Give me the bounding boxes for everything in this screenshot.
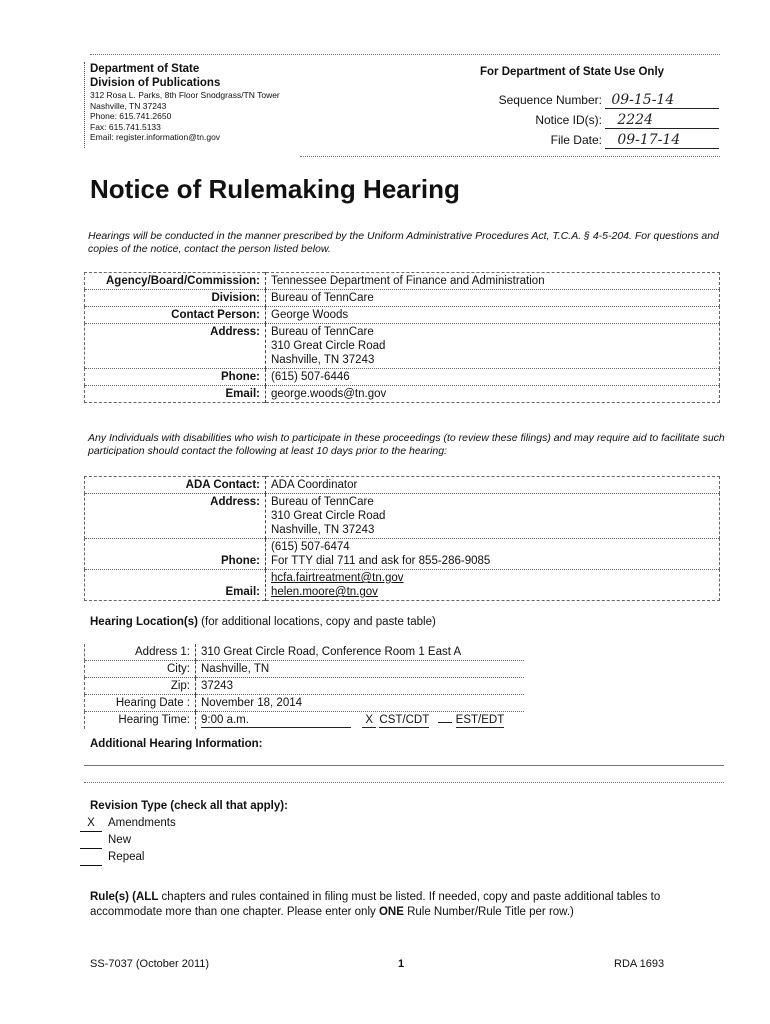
- dept-fax: Fax: 615.741.5133: [90, 121, 161, 132]
- city-value: Nashville, TN: [196, 661, 525, 678]
- revision-options: [80, 815, 176, 866]
- contact-address-value: [266, 324, 720, 369]
- rules-note-end: Rule Number/Rule Title per row.): [403, 906, 574, 918]
- notice-id-row: [490, 112, 719, 129]
- contact-phone-value: (615) 507-6446: [266, 369, 720, 386]
- zip-label: Zip:: [85, 678, 196, 695]
- rules-note-middle: chapters and rules contained in filing must be listed. If needed, copy and paste additional tables to accommodate more than one chapter. Please enter only: [90, 891, 661, 918]
- address1-label: Address 1:: [85, 644, 196, 661]
- timezone-cst-mark: X: [362, 713, 376, 728]
- timezone-est: [438, 714, 504, 726]
- revision-check-mark[interactable]: [80, 832, 102, 849]
- file-date-value: 09-17-14: [605, 132, 719, 149]
- footer-form-number: SS-7037 (October 2011): [90, 958, 210, 970]
- hearing-time-value: [196, 712, 525, 730]
- table-row: [85, 307, 720, 324]
- file-date-row: [490, 132, 719, 149]
- revision-option-label: Amendments: [108, 817, 176, 829]
- revision-heading: Revision Type (check all that apply):: [90, 800, 288, 812]
- ada-email-value: [266, 570, 720, 601]
- hearing-time-text: 9:00 a.m.: [201, 713, 351, 728]
- revision-option-label: Repeal: [108, 851, 145, 863]
- contact-address-line: 310 Great Circle Road: [271, 340, 386, 352]
- table-row: [85, 494, 720, 539]
- rules-note-start: Rule(s) (: [90, 891, 136, 903]
- revision-option-label: New: [108, 834, 132, 846]
- ada-address-line: 310 Great Circle Road: [271, 510, 386, 522]
- rules-note: [90, 890, 730, 920]
- timezone-est-mark: [438, 722, 452, 723]
- dept-name: Department of State: [90, 63, 200, 75]
- timezone-est-label: EST/EDT: [455, 714, 505, 726]
- zip-value: 37243: [196, 678, 525, 695]
- notice-value: 2224: [605, 112, 719, 129]
- revision-option-amendments[interactable]: [80, 815, 176, 832]
- ada-address-value: [266, 494, 720, 539]
- ada-address-label: Address:: [85, 494, 266, 539]
- ada-phone-line: (615) 507-6474: [271, 541, 350, 553]
- ada-address-line: Nashville, TN 37243: [271, 524, 375, 536]
- additional-info-top-rule: [84, 765, 724, 766]
- ada-phone-line: For TTY dial 711 and ask for 855-286-9085: [271, 555, 491, 567]
- additional-info-bottom-rule: [84, 782, 724, 783]
- rules-note-one: ONE: [378, 906, 404, 918]
- contact-address-line: Bureau of TennCare: [271, 326, 374, 338]
- table-row: [85, 369, 720, 386]
- ada-contact-label: ADA Contact:: [85, 477, 266, 494]
- division-label: Division:: [85, 290, 266, 307]
- ada-phone-label: Phone:: [85, 539, 266, 570]
- disability-note: Any Individuals with disabilities who wish to participate in these proceedings (to review these filings) and may require aid to facilitate such participation should contact the following at least 10 days prior to the hearing:: [88, 432, 725, 457]
- header-divider: [84, 62, 85, 148]
- hearing-location-heading: [90, 616, 436, 628]
- agency-label: Agency/Board/Commission:: [85, 273, 266, 290]
- table-row: [85, 539, 720, 570]
- sequence-number-row: [490, 92, 719, 109]
- table-row: [85, 290, 720, 307]
- revision-check-mark[interactable]: X: [80, 815, 102, 832]
- dept-city: Nashville, TN 37243: [90, 100, 167, 111]
- additional-info-heading: Additional Hearing Information:: [90, 738, 263, 750]
- table-row: [85, 695, 525, 712]
- header-agency-block: [90, 62, 390, 143]
- contact-table: [84, 272, 720, 403]
- page-title: Notice of Rulemaking Hearing: [90, 174, 460, 204]
- contact-phone-label: Phone:: [85, 369, 266, 386]
- timezone-cst-label: CST/CDT: [379, 714, 430, 726]
- agency-value: Tennessee Department of Finance and Administration: [266, 273, 720, 290]
- state-use-only-heading: For Department of State Use Only: [480, 66, 665, 78]
- hearing-location-title: Hearing Location(s): [90, 616, 198, 628]
- ada-email-line: helen.moore@tn.gov: [271, 586, 378, 598]
- table-row: [85, 712, 525, 730]
- ada-email-label: Email:: [85, 570, 266, 601]
- dept-phone: Phone: 615.741.2650: [90, 111, 172, 121]
- sequence-value: 09-15-14: [605, 92, 719, 109]
- ada-table: [84, 476, 720, 601]
- footer-rda: RDA 1693: [614, 958, 665, 970]
- hearing-date-label: Hearing Date :: [85, 695, 196, 712]
- ada-address-line: Bureau of TennCare: [271, 496, 374, 508]
- contact-person-value: George Woods: [266, 307, 720, 324]
- revision-option-repeal[interactable]: [80, 849, 176, 866]
- table-row: [85, 477, 720, 494]
- table-row: [85, 386, 720, 403]
- ada-email-line: hcfa.fairtreatment@tn.gov: [271, 572, 404, 584]
- contact-email-label: Email:: [85, 386, 266, 403]
- revision-option-new[interactable]: [80, 832, 176, 849]
- hearing-location-note: (for additional locations, copy and paste table): [197, 616, 436, 628]
- division-name: Division of Publications: [90, 77, 221, 89]
- table-row: [85, 661, 525, 678]
- header-top-rule: [90, 54, 720, 55]
- table-row: [85, 570, 720, 601]
- city-label: City:: [85, 661, 196, 678]
- notice-label: Notice ID(s):: [535, 113, 602, 127]
- ada-phone-value: [266, 539, 720, 570]
- contact-person-label: Contact Person:: [85, 307, 266, 324]
- contact-email-value: george.woods@tn.gov: [271, 388, 387, 400]
- division-value: Bureau of TennCare: [266, 290, 720, 307]
- table-row: [85, 324, 720, 369]
- hearing-time-label: Hearing Time:: [85, 712, 196, 730]
- timezone-cst: [362, 714, 432, 726]
- intro-text: Hearings will be conducted in the manner prescribed by the Uniform Administrative Procedures Act, T.C.A. § 4-5-204. For questions and copies of the notice, contact the person listed below.: [88, 230, 719, 255]
- dept-address: 312 Rosa L. Parks, 8th Floor Snodgrass/TN Tower: [90, 90, 280, 100]
- ada-contact-value: ADA Coordinator: [266, 477, 720, 494]
- hearing-table: [84, 644, 524, 729]
- sequence-label: Sequence Number:: [498, 93, 602, 107]
- table-row: [85, 273, 720, 290]
- address1-value: 310 Great Circle Road, Conference Room 1 East A: [196, 644, 525, 661]
- hearing-date-value: November 18, 2014: [196, 695, 525, 712]
- header-bottom-rule: [300, 156, 720, 157]
- rules-note-all: ALL: [136, 891, 159, 903]
- contact-address-line: Nashville, TN 37243: [271, 354, 375, 366]
- table-row: [85, 678, 525, 695]
- table-row: [85, 644, 525, 661]
- revision-check-mark[interactable]: [80, 849, 102, 866]
- contact-address-label: Address:: [85, 324, 266, 369]
- footer-page-number: 1: [398, 958, 405, 970]
- file-date-label: File Date:: [550, 133, 602, 147]
- dept-email: Email: register.information@tn.gov: [90, 132, 221, 142]
